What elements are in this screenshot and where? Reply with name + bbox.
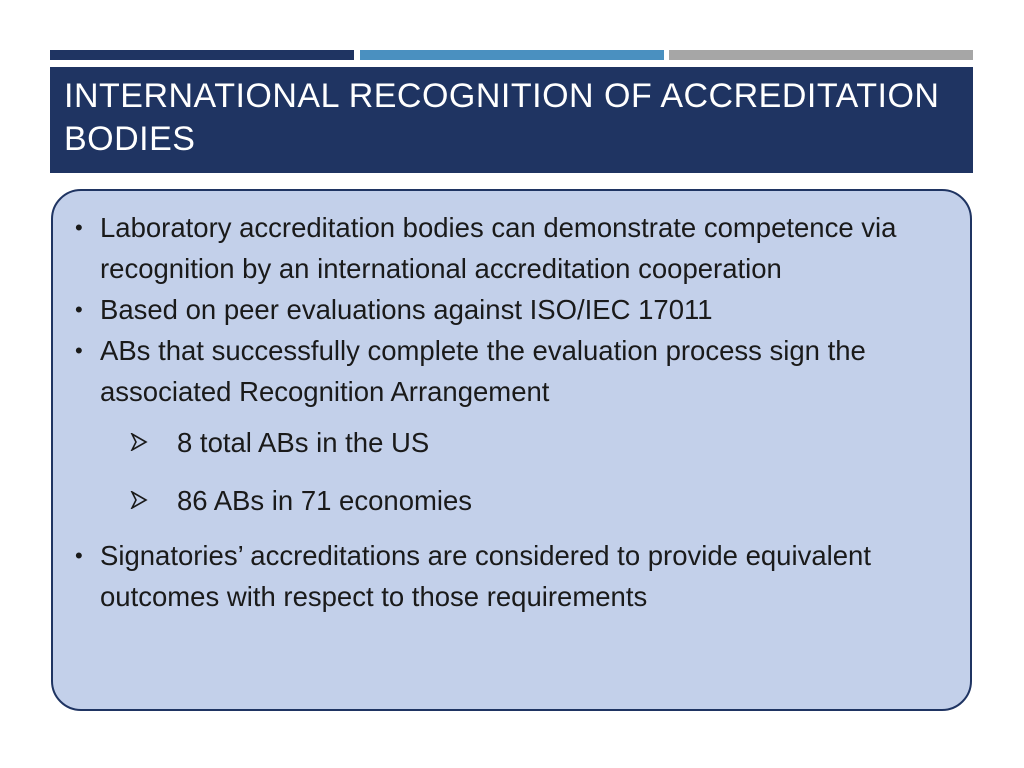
bullet-dot-icon: • xyxy=(75,338,83,363)
accent-bar-gray xyxy=(669,50,973,60)
sub-bullet-item xyxy=(73,480,946,521)
accent-bar-blue xyxy=(360,50,664,60)
bullet-item xyxy=(73,289,946,330)
bullet-text: Laboratory accreditation bodies can demonstrate competence via recognition by an international accreditation cooperation xyxy=(100,212,897,284)
accent-bar-dark xyxy=(50,50,354,60)
bullet-text: ABs that successfully complete the evaluation process sign the associated Recognition Arrangement xyxy=(100,335,866,407)
content-box xyxy=(51,189,972,711)
sub-bullet-list xyxy=(73,422,946,521)
sub-bullet-item xyxy=(73,422,946,463)
bullet-text: Based on peer evaluations against ISO/IEC 17011 xyxy=(100,294,713,325)
bullet-dot-icon: • xyxy=(75,215,83,240)
arrow-bullet-icon xyxy=(130,491,148,509)
bullet-text: Signatories’ accreditations are considered to provide equivalent outcomes with respect to those requirements xyxy=(100,540,871,612)
bullet-dot-icon: • xyxy=(75,543,83,568)
sub-bullet-text: 86 ABs in 71 economies xyxy=(177,485,473,516)
title-band xyxy=(50,67,973,173)
bullet-list-final xyxy=(73,535,946,617)
bullet-dot-icon: • xyxy=(75,297,83,322)
slide-title: INTERNATIONAL RECOGNITION OF ACCREDITATION BODIES xyxy=(64,77,940,158)
bullet-item xyxy=(73,330,946,412)
bullet-list xyxy=(73,207,946,412)
bullet-item xyxy=(73,207,946,289)
bullet-item xyxy=(73,535,946,617)
arrow-bullet-icon xyxy=(130,433,148,451)
sub-bullet-text: 8 total ABs in the US xyxy=(177,427,430,458)
